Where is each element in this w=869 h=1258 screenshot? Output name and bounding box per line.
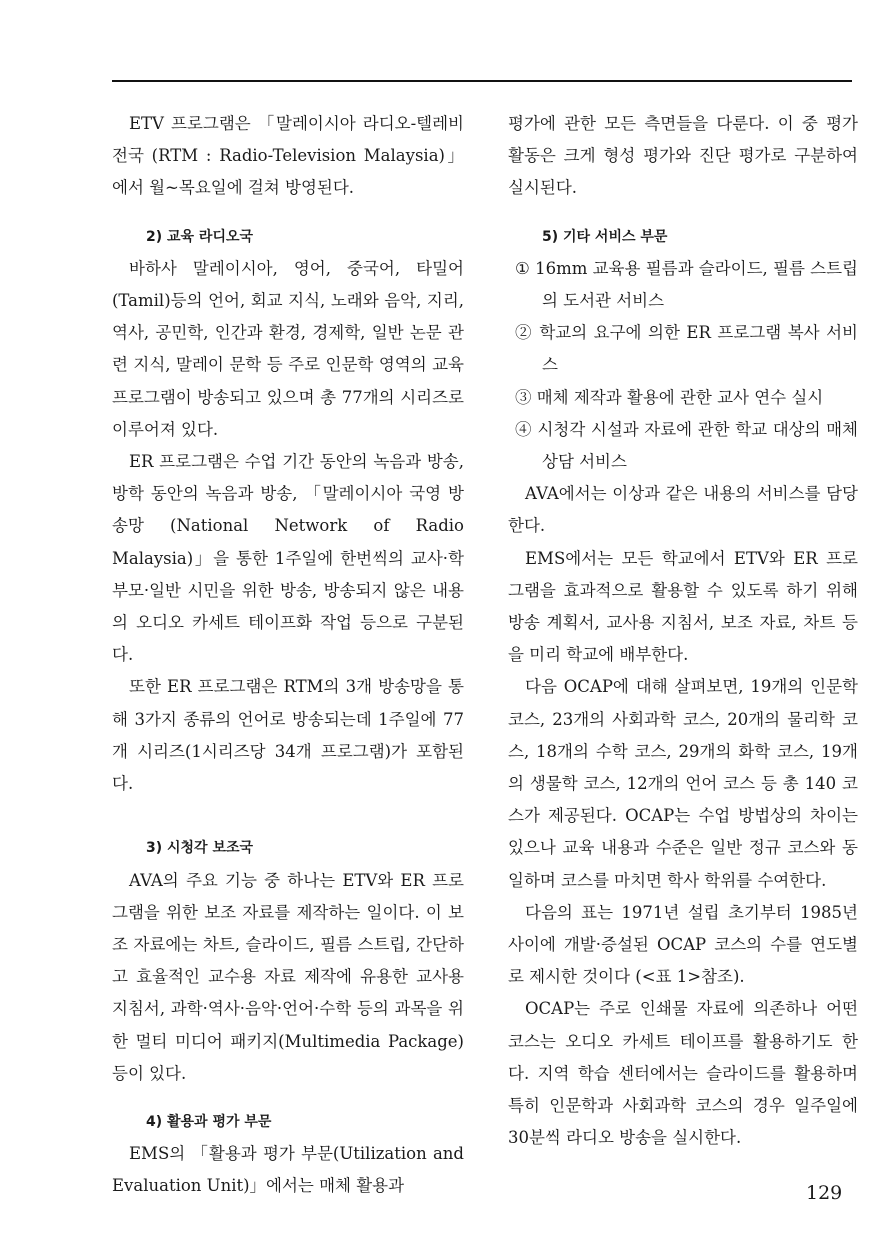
- list-item: ① 16mm 교육용 필름과 슬라이드, 필름 스트립의 도서관 서비스: [515, 258, 858, 311]
- paragraph: 또한 ER 프로그램은 RTM의 3개 방송망을 통해 3가지 종류의 언어로 방송되는데 1주일에 77개 시리즈(1시리즈당 34개 프로그램)가 포함된다.: [112, 677, 464, 794]
- paragraph: ER 프로그램은 수업 기간 동안의 녹음과 방송, 방학 동안의 녹음과 방송, 「말레이시아 국영 방송망 (National Network of Radio Malaysia)」을 통한 1주일에 한번씩의 교사·학부모·일반 시민을 위한 방송, 방송되지 않은 내용의 오디오 카세트 테이프화 작업 등으로 구분된다.: [112, 452, 464, 665]
- list-item: ④ 시청각 시설과 자료에 관한 학교 대상의 매체 상담 서비스: [515, 419, 858, 472]
- paragraph: EMS의 「활용과 평가 부문(Utilization and Evaluation Unit)」에서는 매체 활용과: [112, 1144, 464, 1196]
- section-heading: 2) 교육 라디오국: [146, 228, 254, 245]
- header-rule: [112, 80, 852, 82]
- paragraph: ETV 프로그램은 「말레이시아 라디오-텔레비전국 (RTM : Radio-Television Malaysia)」 에서 월~목요일에 걸쳐 방영된다.: [112, 114, 464, 198]
- paragraph: 바하사 말레이시아, 영어, 중국어, 타밀어 (Tamil)등의 언어, 회교 지식, 노래와 음악, 지리, 역사, 공민학, 인간과 환경, 경제학, 일반 논문 관련 지식, 말레이 문학 등 주로 인문학 영역의 교육 프로그램이 방송되고 있으며 총 77개의 시리즈로 이루어져 있다.: [112, 258, 464, 439]
- paragraph: EMS에서는 모든 학교에서 ETV와 ER 프로그램을 효과적으로 활용할 수 있도록 하기 위해 방송 계획서, 교사용 지침서, 보조 자료, 차트 등을 미리 학교에 배부한다.: [508, 548, 858, 665]
- paragraph: 다음의 표는 1971년 설립 초기부터 1985년 사이에 개발·증설된 OCAP 코스의 수를 연도별로 제시한 것이다 (<표 1>참조).: [508, 902, 858, 987]
- paragraph: AVA의 주요 기능 중 하나는 ETV와 ER 프로그램을 위한 보조 자료를 제작하는 일이다. 이 보조 자료에는 차트, 슬라이드, 필름 스트립, 간단하고 효율적인 교수용 자료 제작에 유용한 교사용 지침서, 과학·역사·음악·언어·수학 등의 과목을 위한 멀티 미디어 패키지(Multimedia Package)등이 있다.: [112, 870, 464, 1083]
- right-column: [508, 108, 858, 1155]
- paragraph: AVA에서는 이상과 같은 내용의 서비스를 담당한다.: [508, 484, 858, 536]
- section-heading: 4) 활용과 평가 부문: [146, 1114, 272, 1131]
- left-column: [112, 108, 464, 1203]
- page-number: 129: [806, 1182, 843, 1204]
- paragraph: 평가에 관한 모든 측면들을 다룬다. 이 중 평가 활동은 크게 형성 평가와 진단 평가로 구분하여 실시된다.: [508, 114, 858, 198]
- paragraph: 다음 OCAP에 대해 살펴보면, 19개의 인문학 코스, 23개의 사회과학 코스, 20개의 물리학 코스, 18개의 수학 코스, 29개의 화학 코스, 19개의 생물학 코스, 12개의 언어 코스 등 총 140 코스가 제공된다. OCAP는 수업 방법상의 차이는 있으나 교육 내용과 수준은 일반 정규 코스와 동일하며 코스를 마치면 학사 학위를 수여한다.: [508, 677, 858, 890]
- section-heading: 5) 기타 서비스 부문: [542, 228, 668, 245]
- paragraph: OCAP는 주로 인쇄물 자료에 의존하나 어떤 코스는 오디오 카세트 테이프를 활용하기도 한다. 지역 학습 센터에서는 슬라이드를 활용하며 특히 인문학과 사회과학 코스의 경우 일주일에 30분씩 라디오 방송을 실시한다.: [508, 999, 858, 1148]
- list-item: ② 학교의 요구에 의한 ER 프로그램 복사 서비스: [515, 323, 858, 375]
- list-item: ③ 매체 제작과 활용에 관한 교사 연수 실시: [515, 387, 824, 407]
- section-heading: 3) 시청각 보조국: [146, 840, 254, 857]
